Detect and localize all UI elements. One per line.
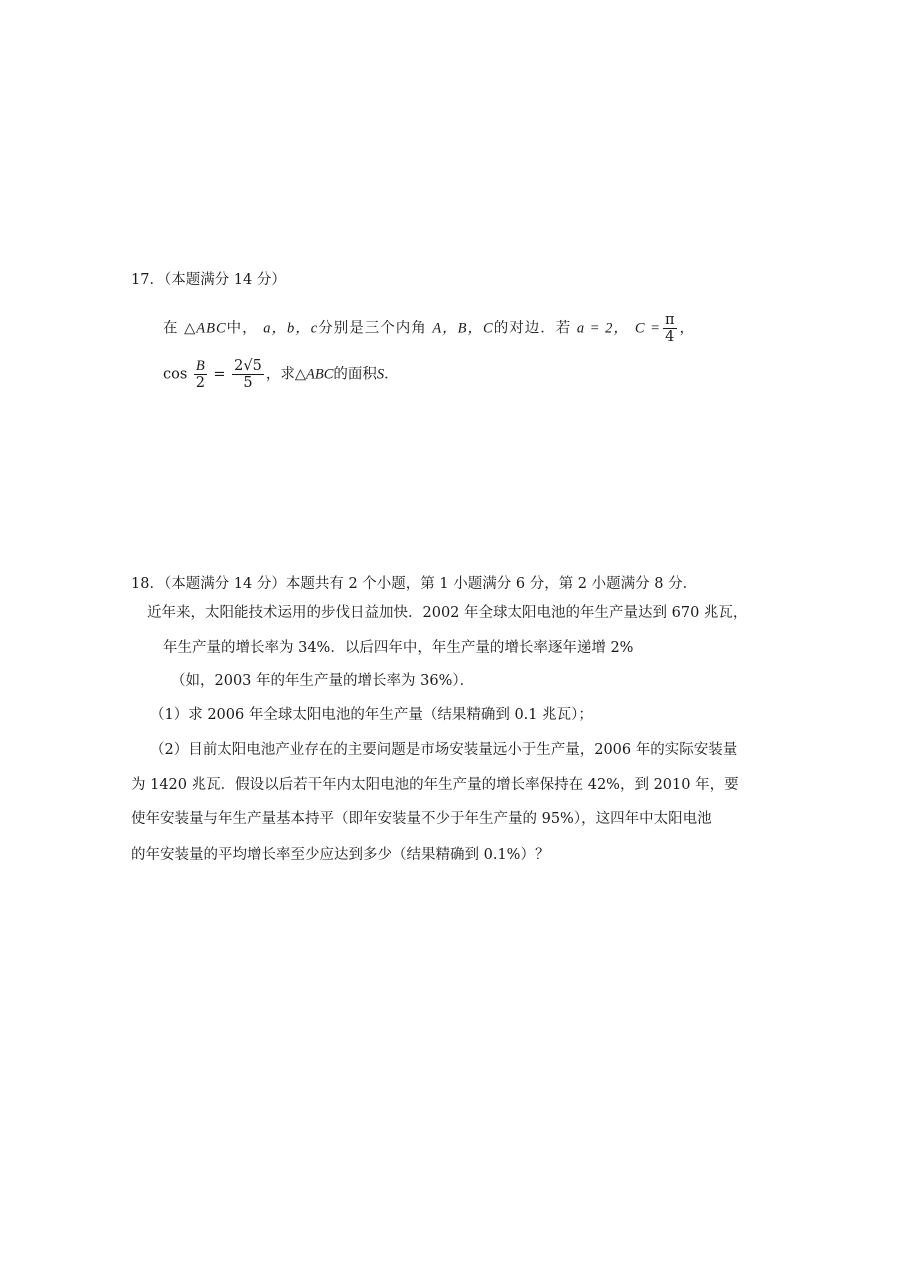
- equals-sign: =: [208, 366, 231, 383]
- q17-text: 的面积: [333, 366, 377, 383]
- q17-text: 的对边．若: [493, 320, 577, 337]
- fraction-denominator: 4: [665, 329, 676, 345]
- question-17-header: 17．（本题满分 14 分）: [131, 272, 286, 288]
- q17-text: ．: [384, 366, 399, 383]
- triangle-symbol: △: [184, 320, 197, 337]
- pi-over-4-fraction: [663, 312, 678, 345]
- q17-text: 在: [163, 320, 185, 337]
- q17-text: 分别是三个内角: [318, 320, 433, 337]
- question-18-line-7: 使年安装量与年生产量基本持平（即年安装量不少于年生产量的 95%），这四年中太阳电池: [131, 811, 712, 827]
- question-18-header: 18．（本题满分 14 分）本题共有 2 个小题，第 1 小题满分 6 分，第 2 小题满分 8 分．: [131, 576, 698, 592]
- fraction-denominator: 5: [243, 375, 253, 391]
- angle-variables: A，B，C: [432, 320, 494, 337]
- question-18-part-2: （2）目前太阳电池产业存在的主要问题是市场安装量远小于生产量，2006 年的实际安装量: [150, 742, 738, 758]
- triangle-name: ABC: [196, 320, 227, 337]
- side-variables: a，b，c: [263, 320, 319, 337]
- c-equation-lhs: C =: [634, 320, 661, 337]
- cos-function: cos: [163, 366, 192, 383]
- fraction-denominator: 2: [195, 375, 205, 391]
- question-18-part-1: （1）求 2006 年全球太阳电池的年生产量（结果精确到 0.1 兆瓦）；: [150, 707, 593, 723]
- question-17-line-1: [163, 312, 695, 345]
- fraction-numerator: π: [664, 312, 676, 328]
- a-equation: a = 2，: [576, 320, 629, 337]
- question-17-line-2: [163, 358, 399, 391]
- question-18-line-6: 为 1420 兆瓦．假设以后若干年内太阳电池的年生产量的增长率保持在 42%，到 2010 年，要: [131, 777, 739, 793]
- b-over-2-fraction: [194, 358, 207, 391]
- q17-text: 中，: [226, 320, 264, 337]
- question-18-line-3: （如，2003 年的年生产量的增长率为 36%）．: [171, 673, 475, 689]
- question-18-line-2: 年生产量的增长率为 34%．以后四年中，年生产量的增长率逐年递增 2%: [163, 640, 634, 656]
- q17-text: ，求△: [265, 366, 306, 383]
- q17-text: ，: [679, 320, 695, 337]
- question-18-line-1: 近年来，太阳能技术运用的步伐日益加快．2002 年全球太阳电池的年生产量达到 670 兆瓦，: [147, 605, 748, 621]
- fraction-numerator: B: [195, 358, 205, 374]
- triangle-name: ABC: [306, 366, 334, 383]
- question-18-line-8: 的年安装量的平均增长率至少应达到多少（结果精确到 0.1%）？: [131, 847, 550, 863]
- fraction-numerator: 2√5: [234, 358, 262, 374]
- two-root5-over-5-fraction: [232, 358, 264, 391]
- area-variable: S: [376, 366, 385, 383]
